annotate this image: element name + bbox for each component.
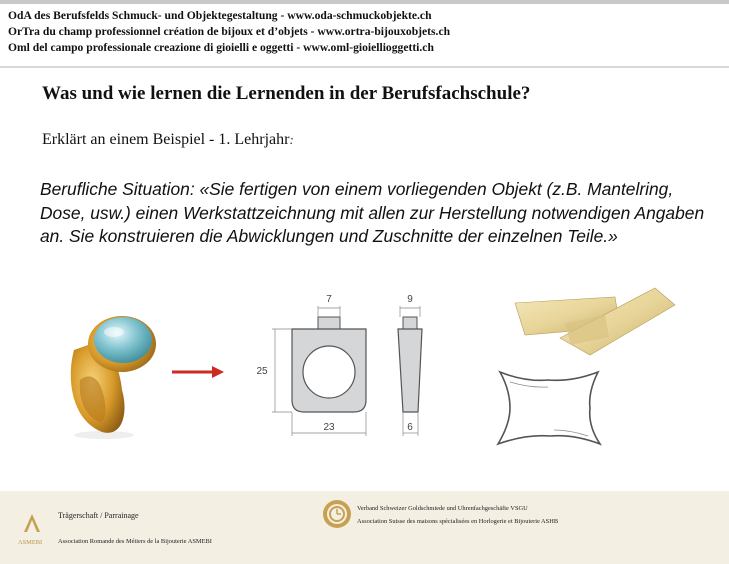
subtitle-text: Erklärt an einem Beispiel - 1. Lehrjahr — [42, 131, 290, 148]
dim-top-side: 9 — [407, 294, 413, 305]
front-view — [272, 306, 366, 436]
sheet-metal-photo — [505, 283, 685, 358]
side-view — [398, 306, 422, 436]
ring-photo — [62, 310, 162, 440]
arrow-right-icon — [172, 365, 224, 379]
asmebi-logo-icon — [22, 513, 42, 533]
page-title: Was und wie lernen die Lernenden in der Berufsfachschule? — [42, 83, 531, 104]
vsgu-name-fr: Association Suisse des maisons spécialisées en Horlogerie et Bijouterie ASHB — [357, 518, 559, 525]
header-banner — [0, 0, 729, 68]
dim-bottom-front: 23 — [323, 422, 335, 433]
page-subtitle — [42, 131, 294, 149]
header-top-bar — [0, 0, 729, 4]
dim-left: 25 — [256, 366, 268, 377]
situation-text: Berufliche Situation: «Sie fertigen von einem vorliegenden Objekt (z.B. Mantelring, Dose, usw.) einen Werkstattzeichnung mit allen zur Herstellung notwendigen Angaben an. Sie konstruieren die Abwicklungen und Zuschnitte der einzelnen Teile.» — [40, 179, 705, 246]
dim-bottom-side: 6 — [407, 422, 413, 433]
header-line-fr: OrTra du champ professionnel création de bijoux et d’objets - www.ortra-bijouxobjets.ch — [8, 25, 451, 38]
footer — [0, 491, 729, 564]
sponsorship-label: Trägerschaft / Parrainage — [58, 511, 139, 520]
header-line-de: OdA des Berufsfelds Schmuck- und Objektegestaltung - www.oda-schmuckobjekte.ch — [8, 9, 432, 22]
header-line-it: Oml del campo professionale creazione di gioielli e oggetti - www.oml-gioiellioggetti.ch — [8, 41, 434, 54]
vsgu-logo-icon — [322, 499, 352, 529]
subtitle-colon: : — [289, 132, 294, 147]
dim-top-front: 7 — [326, 294, 332, 305]
development-sketch — [470, 360, 630, 455]
technical-drawing — [250, 288, 440, 440]
vsgu-name-de: Verband Schweizer Goldschmiede und Uhrenfachgeschäfte VSGU — [357, 505, 528, 512]
asmebi-name: Association Romande des Métiers de la Bijouterie ASMEBI — [58, 538, 212, 545]
asmebi-logo-text: ASMEBI — [18, 539, 43, 546]
